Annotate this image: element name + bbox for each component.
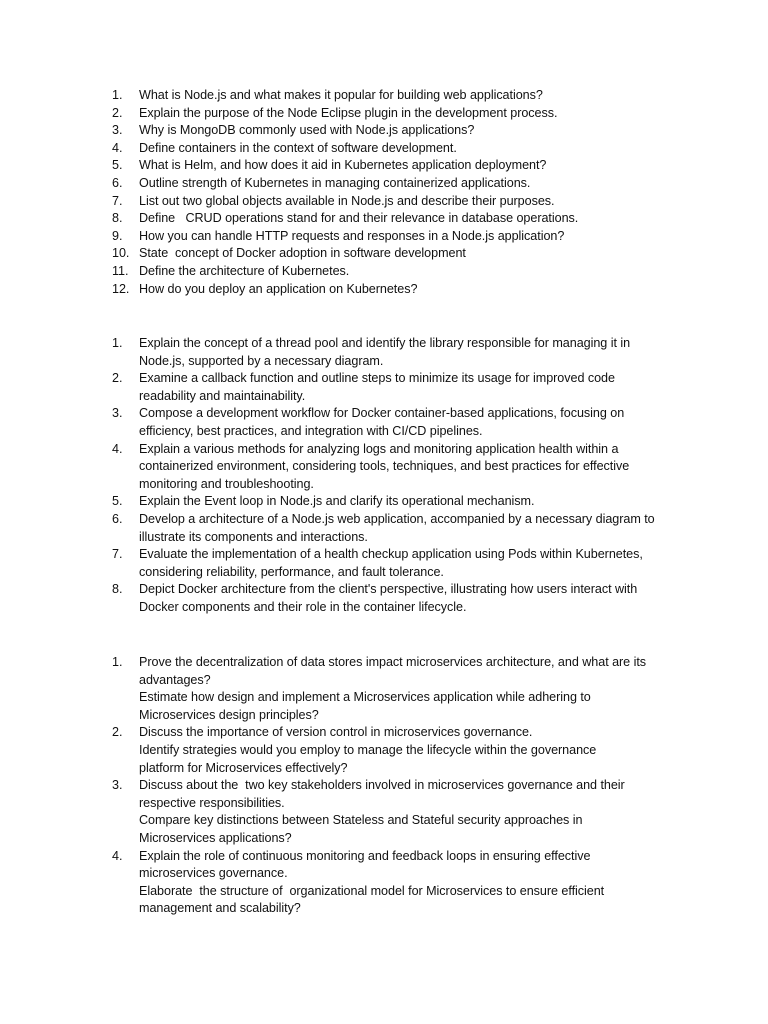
question-text-line: Prove the decentralization of data stores impact microservices architecture, and what are its bbox=[139, 655, 647, 669]
question-text-line: platform for Microservices effectively? bbox=[139, 760, 348, 775]
question-text bbox=[139, 546, 692, 581]
question-text-line: Microservices design principles? bbox=[139, 707, 319, 722]
question-item bbox=[112, 122, 692, 140]
question-text-line: illustrate its components and interactions. bbox=[139, 529, 368, 544]
question-text-line: Compose a development workflow for Docker container-based applications, focusing on bbox=[139, 406, 625, 421]
question-item bbox=[112, 87, 692, 105]
question-text-line: List out two global objects available in Node.js and describe their purposes. bbox=[139, 193, 555, 208]
question-text bbox=[139, 511, 692, 546]
question-text-line: Define containers in the context of software development. bbox=[139, 140, 457, 155]
question-text-line: What is Helm, and how does it aid in Kubernetes application deployment? bbox=[139, 158, 547, 173]
question-text bbox=[139, 405, 692, 440]
question-text bbox=[139, 105, 692, 123]
question-item bbox=[112, 777, 692, 847]
question-text bbox=[139, 263, 692, 281]
question-item bbox=[112, 140, 692, 158]
question-item bbox=[112, 193, 692, 211]
question-number: 2. bbox=[112, 725, 123, 740]
question-item bbox=[112, 175, 692, 193]
question-text-line: How do you deploy an application on Kubernetes? bbox=[139, 281, 418, 296]
question-item bbox=[112, 228, 692, 246]
question-item bbox=[112, 848, 692, 918]
question-item bbox=[112, 654, 692, 724]
question-text-line: advantages? bbox=[139, 672, 211, 687]
question-text bbox=[139, 581, 692, 616]
question-item bbox=[112, 546, 692, 581]
question-number: 2. bbox=[112, 371, 123, 386]
question-text-line: Explain the role of continuous monitoring and feedback loops in ensuring effective bbox=[139, 848, 591, 863]
question-number: 8. bbox=[112, 211, 123, 226]
question-text bbox=[139, 370, 692, 405]
question-text-line: What is Node.js and what makes it popular for building web applications? bbox=[139, 88, 543, 102]
question-text bbox=[139, 281, 692, 299]
question-text bbox=[139, 335, 692, 370]
question-item bbox=[112, 724, 692, 777]
question-text bbox=[139, 724, 692, 777]
question-item bbox=[112, 581, 692, 616]
question-text-line: considering reliability, performance, and fault tolerance. bbox=[139, 564, 444, 579]
question-text bbox=[139, 193, 692, 211]
question-text-line: efficiency, best practices, and integration with CI/CD pipelines. bbox=[139, 423, 483, 438]
question-text bbox=[139, 140, 692, 158]
question-text-line: Discuss about the two key stakeholders involved in microservices governance and their bbox=[139, 778, 625, 793]
question-number: 8. bbox=[112, 582, 123, 597]
question-number: 4. bbox=[112, 848, 123, 863]
question-text-line: Why is MongoDB commonly used with Node.js applications? bbox=[139, 123, 475, 138]
question-text-line: Elaborate the structure of organizational model for Microservices to ensure efficient bbox=[139, 883, 605, 898]
question-text-line: Define CRUD operations stand for and their relevance in database operations. bbox=[139, 211, 579, 226]
question-number: 7. bbox=[112, 547, 123, 562]
question-list-section-2 bbox=[112, 335, 692, 617]
question-text-line: Develop a architecture of a Node.js web application, accompanied by a necessary diagram to bbox=[139, 511, 655, 526]
question-item bbox=[112, 157, 692, 175]
question-item bbox=[112, 263, 692, 281]
question-text-line: Evaluate the implementation of a health checkup application using Pods within Kubernetes, bbox=[139, 547, 643, 562]
question-text-line: Docker components and their role in the container lifecycle. bbox=[139, 599, 467, 614]
question-text-line: Examine a callback function and outline steps to minimize its usage for improved code bbox=[139, 371, 615, 386]
question-number: 6. bbox=[112, 175, 123, 190]
question-item bbox=[112, 493, 692, 511]
question-item bbox=[112, 511, 692, 546]
question-text-line: State concept of Docker adoption in software development bbox=[139, 246, 466, 261]
question-number: 3. bbox=[112, 123, 123, 138]
question-text-line: Estimate how design and implement a Microservices application while adhering to bbox=[139, 690, 591, 705]
question-text-line: Explain the purpose of the Node Eclipse plugin in the development process. bbox=[139, 105, 558, 120]
question-item bbox=[112, 441, 692, 494]
question-text-line: Explain the Event loop in Node.js and clarify its operational mechanism. bbox=[139, 494, 535, 509]
question-text-line: monitoring and troubleshooting. bbox=[139, 476, 314, 491]
question-text bbox=[139, 654, 692, 724]
question-text-line: management and scalability? bbox=[139, 901, 301, 916]
question-number: 12. bbox=[112, 281, 130, 296]
question-number: 2. bbox=[112, 105, 123, 120]
question-text-line: Outline strength of Kubernetes in managing containerized applications. bbox=[139, 175, 531, 190]
question-text-line: Compare key distinctions between Stateless and Stateful security approaches in bbox=[139, 813, 583, 828]
question-text-line: containerized environment, considering tools, techniques, and best practices for effective bbox=[139, 459, 630, 474]
question-text-line: microservices governance. bbox=[139, 866, 288, 881]
question-text bbox=[139, 848, 692, 918]
question-item bbox=[112, 105, 692, 123]
question-number: 11. bbox=[112, 263, 129, 278]
question-text-line: Explain a various methods for analyzing logs and monitoring application health within a bbox=[139, 441, 619, 456]
question-list-section-1 bbox=[112, 87, 692, 298]
question-number: 1. bbox=[112, 336, 123, 350]
question-item bbox=[112, 210, 692, 228]
question-text-line: Discuss the importance of version control in microservices governance. bbox=[139, 725, 533, 740]
question-text bbox=[139, 228, 692, 246]
question-text-line: respective responsibilities. bbox=[139, 795, 285, 810]
question-number: 4. bbox=[112, 441, 123, 456]
question-number: 7. bbox=[112, 193, 123, 208]
question-number: 1. bbox=[112, 88, 123, 102]
question-text-line: Define the architecture of Kubernetes. bbox=[139, 263, 350, 278]
question-text-line: Depict Docker architecture from the client's perspective, illustrating how users interact with bbox=[139, 582, 638, 597]
question-number: 3. bbox=[112, 406, 123, 421]
question-text bbox=[139, 87, 692, 105]
question-number: 1. bbox=[112, 655, 123, 669]
question-number: 10. bbox=[112, 246, 130, 261]
question-text bbox=[139, 157, 692, 175]
question-text-line: readability and maintainability. bbox=[139, 388, 306, 403]
question-text-line: Microservices applications? bbox=[139, 830, 292, 845]
question-text bbox=[139, 210, 692, 228]
question-number: 5. bbox=[112, 158, 123, 173]
question-text bbox=[139, 175, 692, 193]
question-number: 5. bbox=[112, 494, 123, 509]
question-number: 4. bbox=[112, 140, 123, 155]
question-item bbox=[112, 335, 692, 370]
question-text bbox=[139, 777, 692, 847]
question-text bbox=[139, 493, 692, 511]
question-item bbox=[112, 245, 692, 263]
question-text bbox=[139, 441, 692, 494]
question-text bbox=[139, 245, 692, 263]
question-text-line: Identify strategies would you employ to manage the lifecycle within the governance bbox=[139, 742, 597, 757]
question-list-section-3 bbox=[112, 654, 692, 918]
question-item bbox=[112, 281, 692, 299]
question-item bbox=[112, 370, 692, 405]
question-item bbox=[112, 405, 692, 440]
question-text-line: Node.js, supported by a necessary diagram. bbox=[139, 353, 384, 368]
question-text bbox=[139, 122, 692, 140]
question-number: 3. bbox=[112, 778, 123, 793]
question-number: 9. bbox=[112, 228, 123, 243]
question-text-line: Explain the concept of a thread pool and identify the library responsible for managing it in bbox=[139, 336, 631, 350]
question-text-line: How you can handle HTTP requests and responses in a Node.js application? bbox=[139, 228, 565, 243]
question-number: 6. bbox=[112, 511, 123, 526]
